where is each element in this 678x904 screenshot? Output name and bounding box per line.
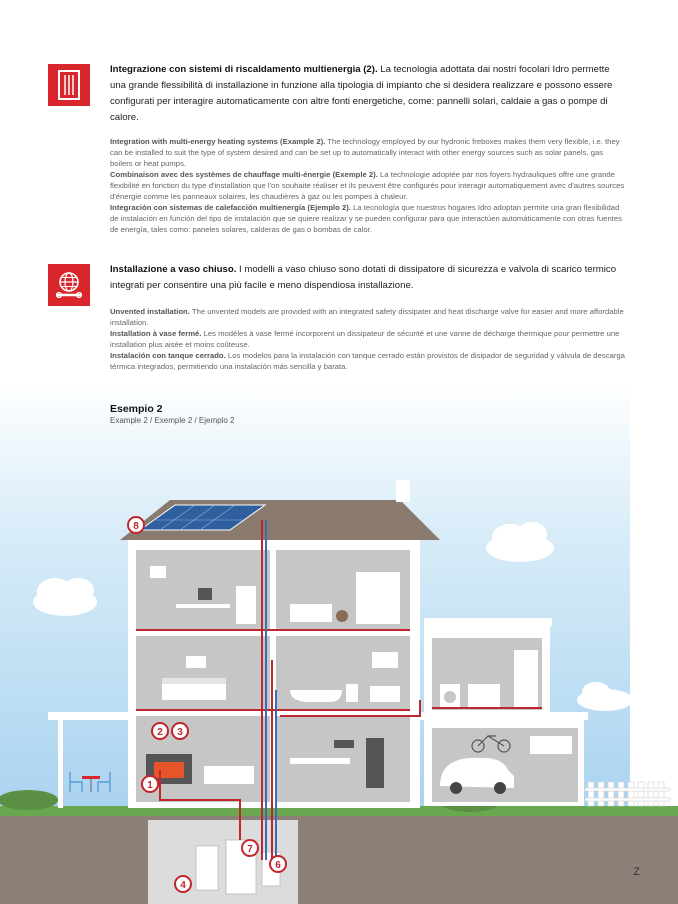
section2-lead-title: Installazione a vaso chiuso. xyxy=(110,264,237,275)
picture-frame xyxy=(186,656,206,668)
section2-es-title: Instalación con tanque cerrado. xyxy=(110,351,226,360)
section1-lead-title: Integrazione con sistemi di riscaldamento multienergia (2). xyxy=(110,64,378,75)
porch-roof xyxy=(48,712,128,720)
picture-frame xyxy=(150,566,166,578)
bathtub xyxy=(290,690,342,702)
fridge xyxy=(366,738,384,788)
marker-1 xyxy=(142,776,158,792)
house-heating-illustration xyxy=(0,382,678,904)
marker-7 xyxy=(242,840,258,856)
section2-translations xyxy=(110,306,625,372)
svg-text:7: 7 xyxy=(247,844,253,855)
chimney xyxy=(396,480,410,502)
svg-text:8: 8 xyxy=(133,521,139,532)
wardrobe xyxy=(514,650,538,708)
porch-post xyxy=(58,720,63,808)
cloud xyxy=(33,578,97,616)
section1-fr-text: La technologie adoptée par nos foyers hydrauliques offre une grande flexibilité en fonction du type d'installation que l'on souhaite réaliser et ils peuvent être configurés pour interagir automatiquement avec d'autres sources d'énergie comme les panneaux solaires, les chaudières à gaz ou les pompes à chaleur. xyxy=(110,170,625,201)
kids-bed xyxy=(290,604,332,622)
example-title: Esempio 2 xyxy=(110,403,163,415)
section2-en-title: Unvented installation. xyxy=(110,307,190,316)
bed xyxy=(162,684,226,700)
bookcase xyxy=(356,572,400,624)
laundry-sink xyxy=(468,684,500,708)
soil xyxy=(0,812,678,904)
hood xyxy=(334,740,354,748)
monitor xyxy=(198,588,212,600)
svg-text:3: 3 xyxy=(177,727,183,738)
page-number: Z xyxy=(633,866,640,878)
annex-roof xyxy=(424,618,552,626)
example-subtitle: Example 2 / Exemple 2 / Ejemplo 2 xyxy=(110,416,235,425)
svg-text:2: 2 xyxy=(157,727,163,738)
marker-4 xyxy=(175,876,191,892)
shelf xyxy=(236,586,256,624)
svg-text:6: 6 xyxy=(275,860,281,871)
section1-en-title: Integration with multi-energy heating systems (Example 2). xyxy=(110,137,326,146)
desk xyxy=(176,604,230,608)
globe-wrench-icon xyxy=(48,264,90,306)
section2-lead xyxy=(110,262,622,294)
sink-cabinet xyxy=(370,686,400,702)
radiator-icon xyxy=(48,64,90,106)
section2-es-text: Los modelos para la instalación con tanque cerrado están provistos de disipador de seguridad y válvula de descarga térmica integrados, permitiendo una instalación más sencilla y barata. xyxy=(110,351,625,371)
patio-table xyxy=(82,776,100,779)
section1-es-title: Integración con sistemas de calefacción multienergía (Ejemplo 2). xyxy=(110,203,351,212)
bush xyxy=(0,790,58,810)
section1-fr-title: Combinaison avec des systèmes de chauffage multi-énergie (Exemple 2). xyxy=(110,170,378,179)
kitchen-counter xyxy=(290,758,350,764)
svg-text:4: 4 xyxy=(180,880,186,891)
marker-2 xyxy=(152,723,168,739)
mirror xyxy=(372,652,398,668)
marker-6 xyxy=(270,856,286,872)
toilet xyxy=(346,684,358,702)
section2-fr-title: Installation à vase fermé. xyxy=(110,329,202,338)
section1-en-text: The technology employed by our hydronic freboxes makes them very flexible, i.e. they can be installed to suit the type of system desired and can be set up to automatically interact with other energy sources such as solar panels, gas boilers or heat pumps. xyxy=(110,137,620,168)
section2-lead-text: I modelli a vaso chiuso sono dotati di dissipatore di sicurezza e valvola di scarico termico integrati per consentire una più facile e meno dispendiosa installazione. xyxy=(110,264,617,291)
svg-text:1: 1 xyxy=(147,780,153,791)
section1-lead xyxy=(110,62,622,126)
section1-translations xyxy=(110,136,625,235)
workbench xyxy=(530,736,572,754)
section2-fr-text: Les modèles à vase fermé incorporent un dissipateur de sécurité et une vanne de décharge thermique pour permettre une installation plus aisée et moins coûteuse. xyxy=(110,329,620,349)
fire xyxy=(154,762,184,778)
marker-3 xyxy=(172,723,188,739)
garage-roof xyxy=(418,712,588,720)
section2-en-text: The unvented models are provided with an integrated safety dissipater and heat discharge valve for easier and more affordable installation. xyxy=(110,307,624,327)
sofa xyxy=(204,766,254,784)
section1-lead-text: La tecnologia adottata dai nostri focolari Idro permette una grande flessibilità di installazione in funzione alla tipologia di impianto che si desidera realizzare e possono essere configurati per interagire automaticamente con altre fonti energetiche, come: pannelli solari, caldaie a gas o pompe di calore. xyxy=(110,64,613,123)
boiler xyxy=(196,846,218,890)
marker-8 xyxy=(128,517,144,533)
section1-es-text: La tecnología que nuestros hogares Idro adoptan permite una gran flexibilidad de instalación en función del tipo de instalación que se quiere realizar y se pueden configurar para que interactúen automáticamente con otras fuentes de energía, tales como: paneles solares, calderas de gas o bombas de calor. xyxy=(110,203,622,234)
teddy-bear xyxy=(336,610,348,622)
